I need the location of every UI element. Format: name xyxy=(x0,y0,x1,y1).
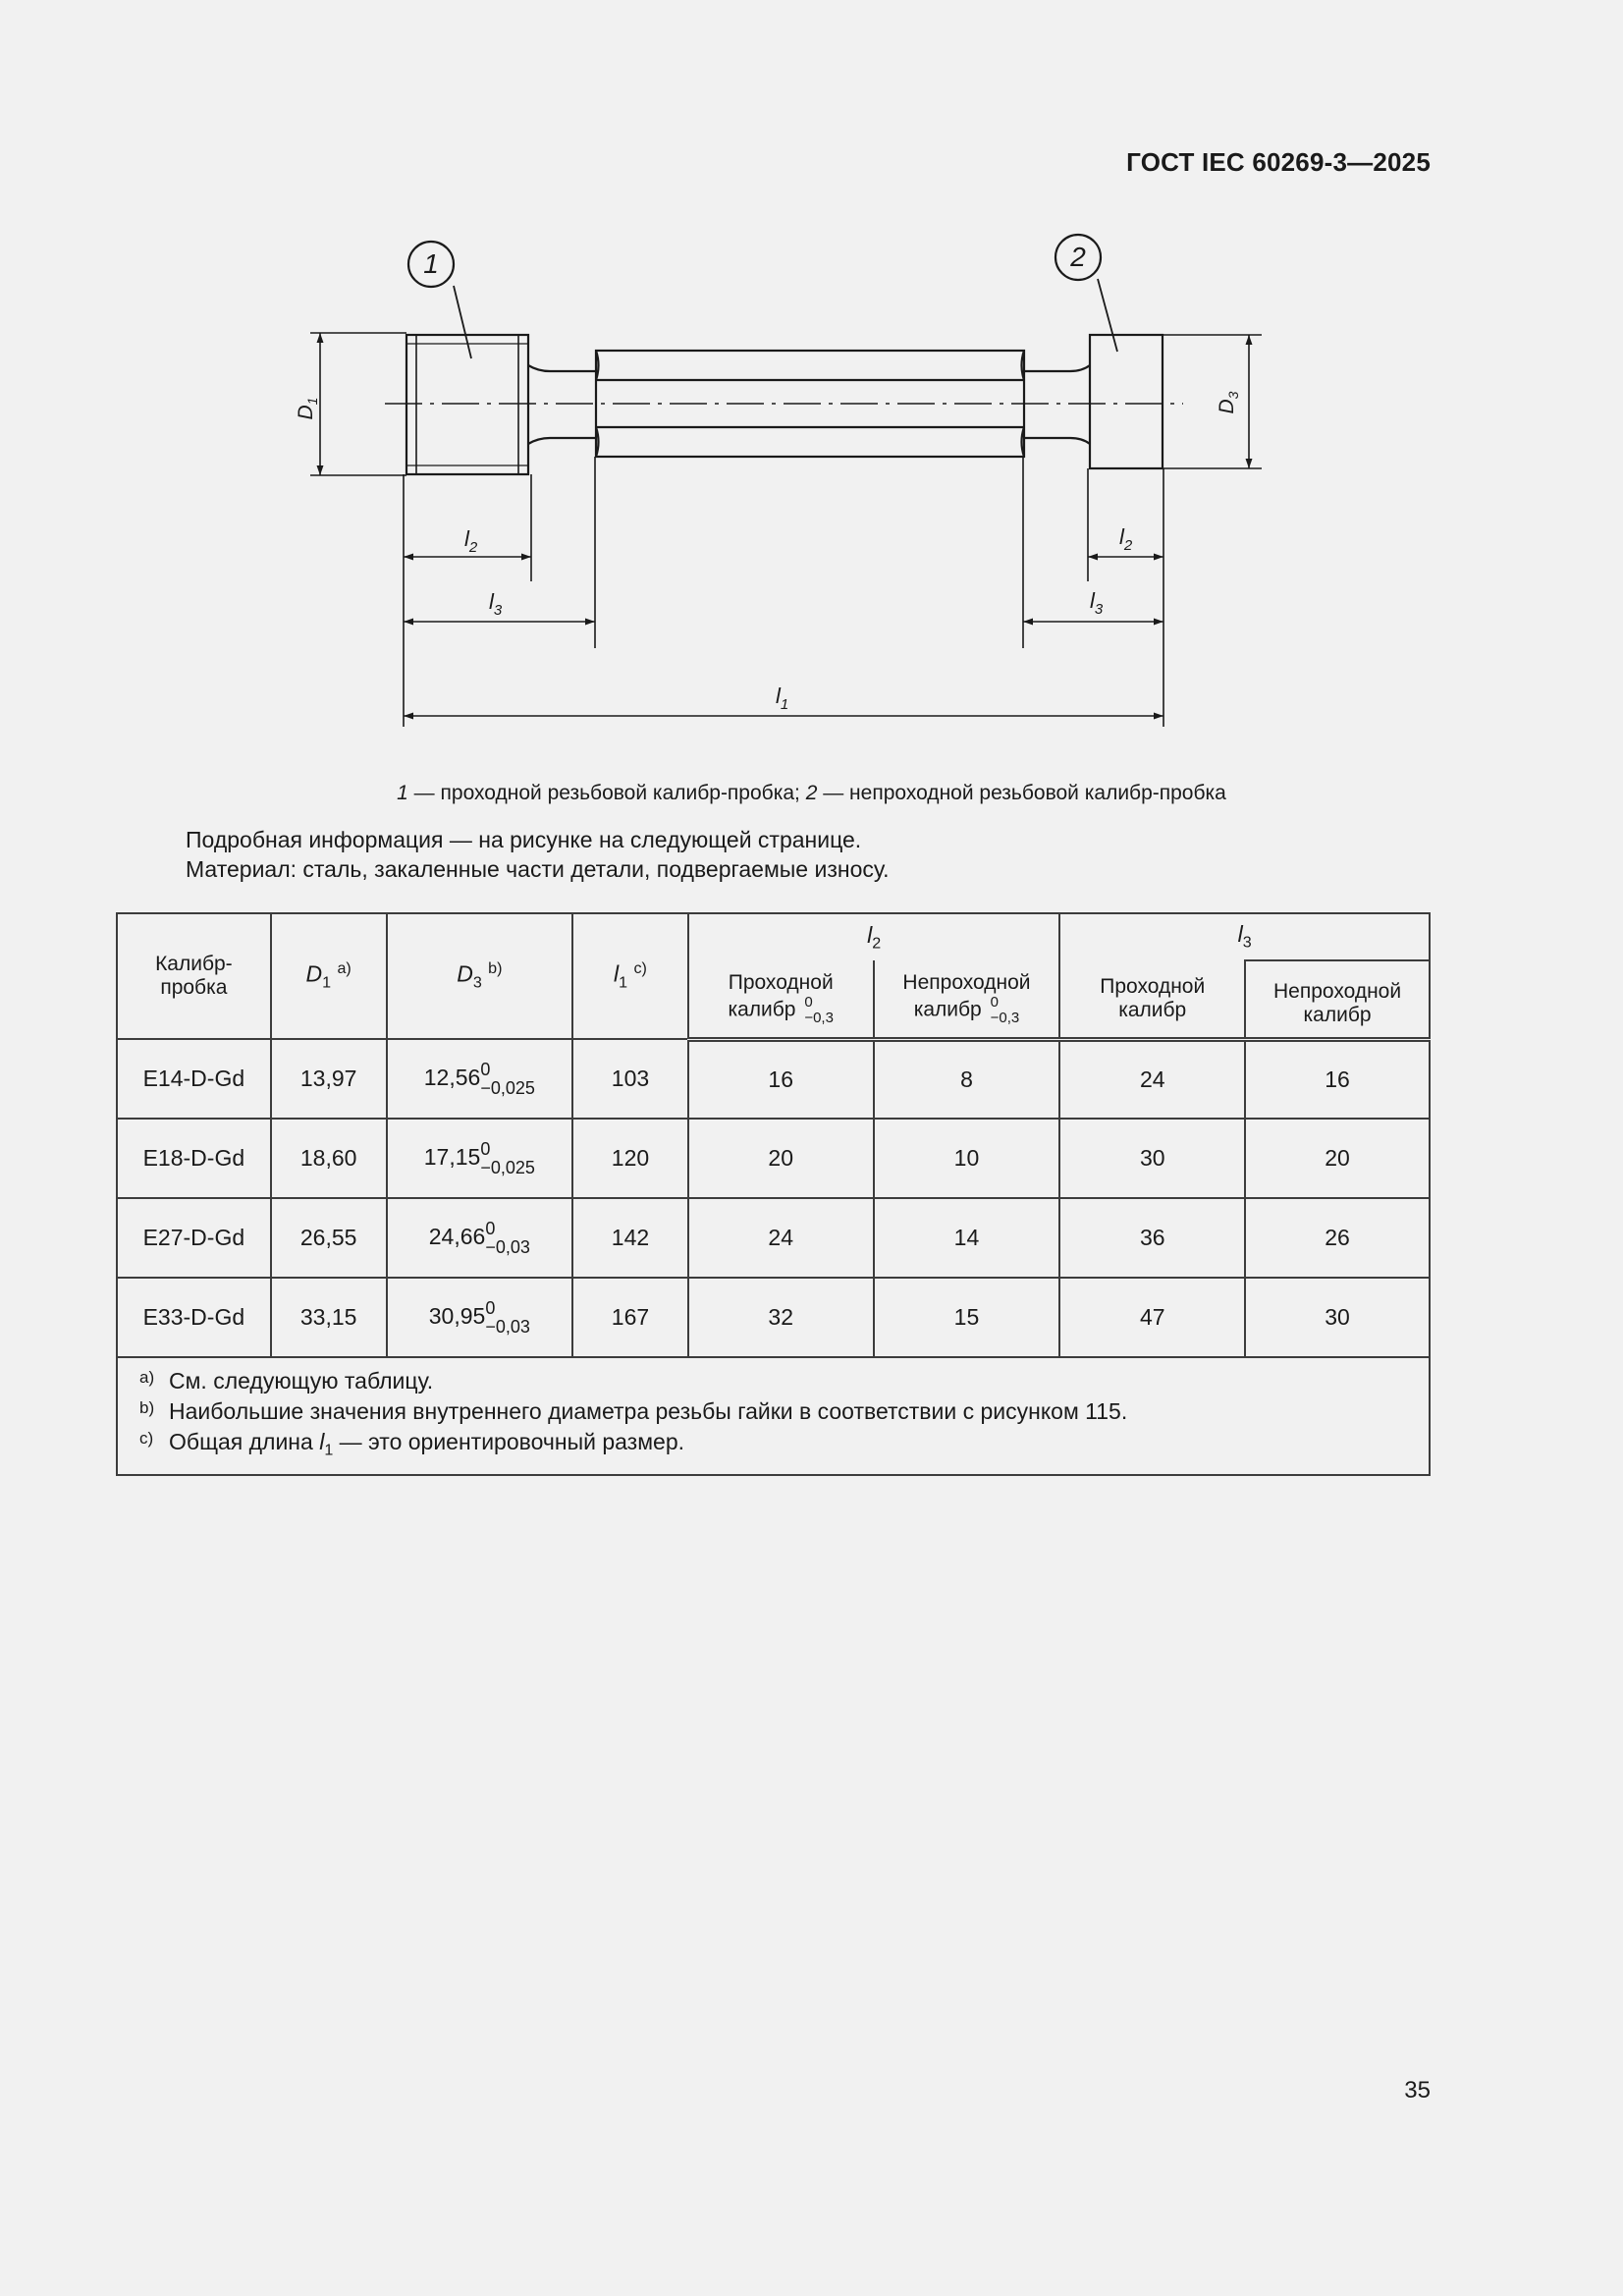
cell-l2-nogo: 15 xyxy=(874,1278,1060,1357)
info-paragraph: Подробная информация — на рисунке на следующей странице. xyxy=(186,827,862,852)
footnote-c: c) Общая длина $l_1$ — это ориентировочный размер. xyxy=(139,1429,684,1459)
cell-gauge: E14-D-Gd xyxy=(117,1039,271,1119)
header-d1: $D_1$ $^{a)}$ xyxy=(271,913,387,1039)
header-l3-nogo: Непроходной калибр xyxy=(1245,960,1430,1039)
cell-l3-nogo: 20 xyxy=(1245,1119,1430,1198)
cell-l2-nogo: 14 xyxy=(874,1198,1060,1278)
cell-l1: 103 xyxy=(572,1039,688,1119)
page-number: 35 xyxy=(1404,2077,1431,2104)
cell-d1: 26,55 xyxy=(271,1198,387,1278)
go-gauge-head xyxy=(406,335,528,474)
callout-1-label: 1 xyxy=(423,248,439,279)
cell-gauge: E33-D-Gd xyxy=(117,1278,271,1357)
cell-gauge: E27-D-Gd xyxy=(117,1198,271,1278)
footnote-a: a) См. следующую таблицу. xyxy=(139,1368,434,1394)
cell-l1: 120 xyxy=(572,1119,688,1198)
cell-l1: 142 xyxy=(572,1198,688,1278)
callout-2-label: 2 xyxy=(1070,242,1086,272)
cell-l2-nogo: 8 xyxy=(874,1039,1060,1119)
header-l2: $l_2$ xyxy=(688,913,1060,960)
cell-l2-nogo: 10 xyxy=(874,1119,1060,1198)
cell-d3: 24,66 0 −0,03 xyxy=(387,1198,573,1278)
material-paragraph: Материал: сталь, закаленные части детали, подвергаемые износу. xyxy=(186,856,890,882)
cell-d3: 12,56 0 −0,025 xyxy=(387,1039,573,1119)
header-l1: $l_1$ $^{c)}$ xyxy=(572,913,688,1039)
cell-d1: 13,97 xyxy=(271,1039,387,1119)
header-l3-go: Проходной калибр xyxy=(1059,960,1245,1039)
header-gauge: Калибр- пробка xyxy=(117,913,271,1039)
header-l2-go: Проходной калибр 0 −0,3 xyxy=(688,960,874,1039)
cell-l3-go: 47 xyxy=(1059,1278,1245,1357)
cell-gauge: E18-D-Gd xyxy=(117,1119,271,1198)
cell-l2-go: 20 xyxy=(688,1119,874,1198)
footnote-b: b) Наибольшие значения внутреннего диаметра резьбы гайки в соответствии с рисунком 115. xyxy=(139,1398,1128,1424)
table-footnotes xyxy=(117,1357,1430,1475)
cell-l2-go: 16 xyxy=(688,1039,874,1119)
cell-l2-go: 32 xyxy=(688,1278,874,1357)
cell-l3-nogo: 26 xyxy=(1245,1198,1430,1278)
document-header: ГОСТ IEC 60269-3—2025 xyxy=(1126,147,1431,177)
cell-l3-nogo: 30 xyxy=(1245,1278,1430,1357)
dim-d3-label: $D_3$ xyxy=(1216,391,1241,414)
dim-l2-left-label: $l_2$ xyxy=(464,526,478,556)
header-l3: $l_3$ xyxy=(1059,913,1430,960)
cell-d1: 18,60 xyxy=(271,1119,387,1198)
cell-d3: 30,95 0 −0,03 xyxy=(387,1278,573,1357)
cell-l3-go: 36 xyxy=(1059,1198,1245,1278)
gauge-drawing xyxy=(0,0,1623,766)
table-row xyxy=(117,1278,1430,1357)
figure-caption: 1 — проходной резьбовой калибр-пробка; 2 — непроходной резьбовой калибр-пробка xyxy=(397,782,1226,804)
cell-l1: 167 xyxy=(572,1278,688,1357)
table-row xyxy=(117,1119,1430,1198)
cell-l3-go: 24 xyxy=(1059,1039,1245,1119)
cell-l3-go: 30 xyxy=(1059,1119,1245,1198)
header-l2-nogo: Непроходной калибр 0 −0,3 xyxy=(874,960,1060,1039)
cell-l2-go: 24 xyxy=(688,1198,874,1278)
dim-l1-label: $l_1$ xyxy=(776,683,789,713)
table-row xyxy=(117,1198,1430,1278)
dim-l3-right-label: $l_3$ xyxy=(1090,588,1104,618)
dim-d1-label: $D_1$ xyxy=(295,397,320,420)
nogo-gauge-head xyxy=(1090,335,1163,468)
table-row xyxy=(117,1039,1430,1119)
gauge-spec-table xyxy=(116,912,1431,1476)
cell-d3: 17,15 0 −0,025 xyxy=(387,1119,573,1198)
cell-l3-nogo: 16 xyxy=(1245,1039,1430,1119)
dim-l2-right-label: $l_2$ xyxy=(1119,524,1133,554)
cell-d1: 33,15 xyxy=(271,1278,387,1357)
dim-l3-left-label: $l_3$ xyxy=(489,589,503,619)
header-d3: $D_3$ $^{b)}$ xyxy=(387,913,573,1039)
